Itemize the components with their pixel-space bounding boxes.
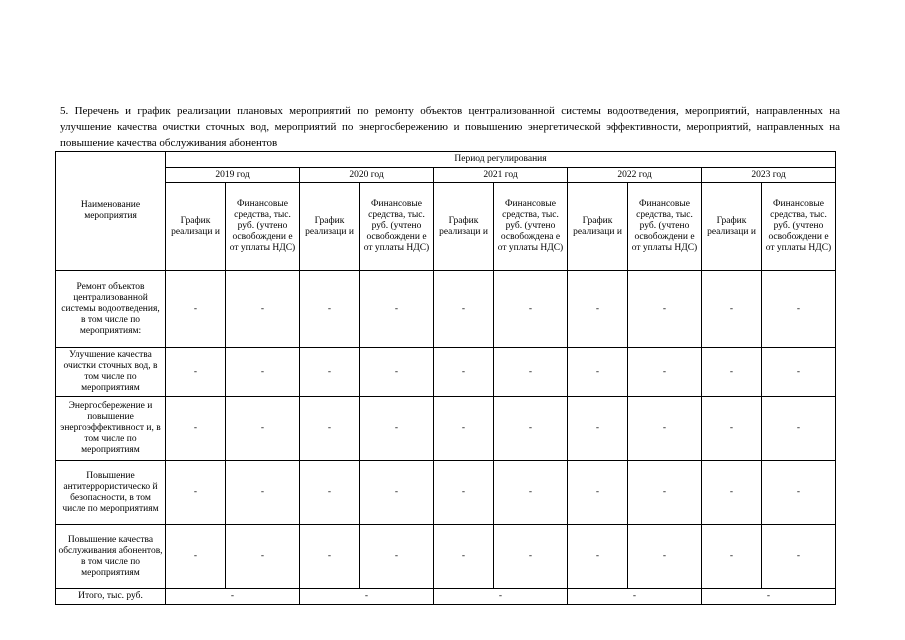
cell-value: - bbox=[166, 397, 226, 461]
cell-value: - bbox=[568, 461, 628, 525]
year-header: 2022 год bbox=[568, 168, 702, 183]
schedule-header: График реализаци и bbox=[300, 183, 360, 271]
cell-value: - bbox=[360, 397, 434, 461]
table-row bbox=[56, 271, 836, 348]
row-name: Повышение качества обслуживания абонентов, в том числе по мероприятиям bbox=[56, 525, 166, 589]
cell-value: - bbox=[628, 461, 702, 525]
cell-value: - bbox=[494, 525, 568, 589]
cell-value: - bbox=[300, 525, 360, 589]
cell-value: - bbox=[762, 271, 836, 348]
cell-value: - bbox=[762, 397, 836, 461]
cell-value: - bbox=[166, 525, 226, 589]
cell-value: - bbox=[166, 348, 226, 397]
row-name: Энергосбережение и повышение энергоэффективност и, в том числе по мероприятиям bbox=[56, 397, 166, 461]
cell-value: - bbox=[568, 348, 628, 397]
cell-value: - bbox=[434, 525, 494, 589]
schedule-header: График реализаци и bbox=[166, 183, 226, 271]
year-header: 2023 год bbox=[702, 168, 836, 183]
cell-value: - bbox=[226, 348, 300, 397]
section-heading: 5. Перечень и график реализации плановых мероприятий по ремонту объектов централизованной системы водоотведения, мероприятий, направленных на улучшение качества очистки сточных вод, мероприятий по энергосбережению и повышению энергетической эффективности, мероприятий, направленных на повышение качества обслуживания абонентов bbox=[60, 105, 840, 149]
finance-header: Финансовые средства, тыс. руб. (учтено освобождени е от уплаты НДС) bbox=[360, 183, 434, 271]
cell-value: - bbox=[434, 348, 494, 397]
cell-value: - bbox=[300, 397, 360, 461]
schedule-header: График реализаци и bbox=[434, 183, 494, 271]
finance-header: Финансовые средства, тыс. руб. (учтено освобождени е от уплаты НДС) bbox=[762, 183, 836, 271]
cell-value: - bbox=[628, 525, 702, 589]
cell-value: - bbox=[300, 348, 360, 397]
cell-value: - bbox=[702, 397, 762, 461]
row-name: Повышение антитеррористическо й безопасности, в том числе по мероприятиям bbox=[56, 461, 166, 525]
total-value: - bbox=[702, 589, 836, 605]
cell-value: - bbox=[226, 397, 300, 461]
cell-value: - bbox=[762, 348, 836, 397]
cell-value: - bbox=[360, 348, 434, 397]
total-value: - bbox=[434, 589, 568, 605]
cell-value: - bbox=[434, 271, 494, 348]
cell-value: - bbox=[702, 271, 762, 348]
cell-value: - bbox=[762, 525, 836, 589]
cell-value: - bbox=[702, 525, 762, 589]
cell-value: - bbox=[494, 461, 568, 525]
table-row bbox=[56, 525, 836, 589]
cell-value: - bbox=[762, 461, 836, 525]
cell-value: - bbox=[166, 461, 226, 525]
cell-value: - bbox=[628, 397, 702, 461]
finance-header: Финансовые средства, тыс. руб. (учтено освобождени е от уплаты НДС) bbox=[226, 183, 300, 271]
cell-value: - bbox=[226, 461, 300, 525]
cell-value: - bbox=[360, 461, 434, 525]
cell-value: - bbox=[494, 397, 568, 461]
cell-value: - bbox=[166, 271, 226, 348]
cell-value: - bbox=[702, 461, 762, 525]
table-row bbox=[56, 397, 836, 461]
cell-value: - bbox=[494, 348, 568, 397]
cell-value: - bbox=[494, 271, 568, 348]
cell-value: - bbox=[702, 348, 762, 397]
cell-value: - bbox=[226, 271, 300, 348]
table-row bbox=[56, 461, 836, 525]
cell-value: - bbox=[360, 271, 434, 348]
total-value: - bbox=[166, 589, 300, 605]
cell-value: - bbox=[300, 461, 360, 525]
cell-value: - bbox=[434, 397, 494, 461]
year-header: 2020 год bbox=[300, 168, 434, 183]
year-header: 2021 год bbox=[434, 168, 568, 183]
measures-table bbox=[55, 151, 836, 605]
cell-value: - bbox=[628, 271, 702, 348]
cell-value: - bbox=[434, 461, 494, 525]
period-header: Период регулирования bbox=[166, 152, 836, 168]
name-header: Наименование мероприятия bbox=[56, 152, 166, 271]
total-label: Итого, тыс. руб. bbox=[56, 589, 166, 605]
schedule-header: График реализаци и bbox=[702, 183, 762, 271]
cell-value: - bbox=[226, 525, 300, 589]
finance-header: Финансовые средства, тыс. руб. (учтено освобождена е от уплаты НДС) bbox=[494, 183, 568, 271]
cell-value: - bbox=[628, 348, 702, 397]
cell-value: - bbox=[360, 525, 434, 589]
row-name: Улучшение качества очистки сточных вод, в том числе по мероприятиям bbox=[56, 348, 166, 397]
cell-value: - bbox=[568, 525, 628, 589]
total-value: - bbox=[300, 589, 434, 605]
finance-header: Финансовые средства, тыс. руб. (учтено освобождени е от уплаты НДС) bbox=[628, 183, 702, 271]
cell-value: - bbox=[568, 271, 628, 348]
total-value: - bbox=[568, 589, 702, 605]
row-name: Ремонт объектов централизованной системы водоотведения, в том числе по мероприятиям: bbox=[56, 271, 166, 348]
schedule-header: График реализаци и bbox=[568, 183, 628, 271]
cell-value: - bbox=[300, 271, 360, 348]
year-header: 2019 год bbox=[166, 168, 300, 183]
cell-value: - bbox=[568, 397, 628, 461]
table-row bbox=[56, 348, 836, 397]
total-row bbox=[56, 589, 836, 605]
